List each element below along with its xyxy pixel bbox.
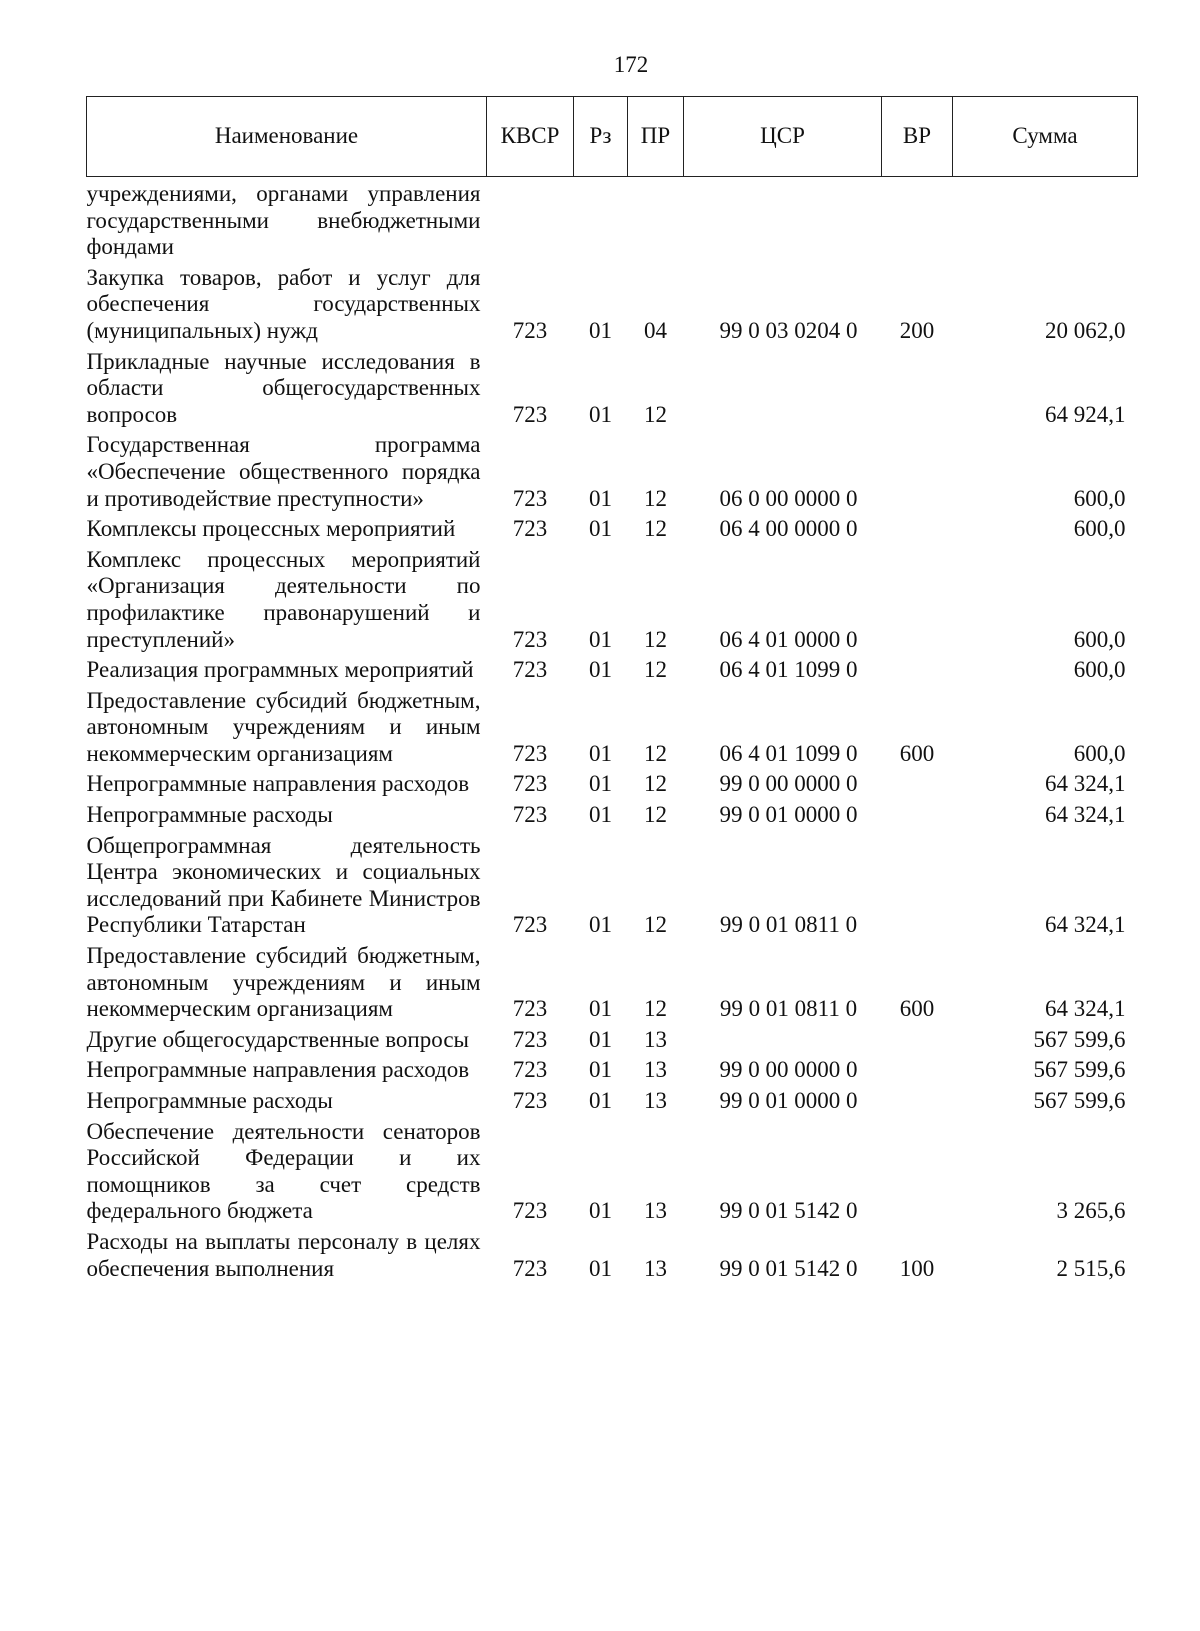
- cell-sum: 567 599,6: [1033, 1057, 1126, 1083]
- cell-csr: 99 0 01 0000 0: [719, 802, 858, 828]
- cell-vr: [882, 1053, 953, 1084]
- table-row: [87, 428, 1138, 512]
- cell-name: Общепрограммная деятельность Центра экономических и социальных исследований при Кабинете Министров Республики Татарстан: [86, 832, 481, 938]
- cell-sum: 567 599,6: [1033, 1026, 1126, 1052]
- cell-name: Комплекс процессных мероприятий «Организация деятельности по профилактике правонарушений и преступлений»: [86, 546, 481, 652]
- cell-sum: 3 265,6: [1056, 1198, 1126, 1224]
- header-vr: ВР: [882, 97, 953, 177]
- cell-pr: 04: [644, 317, 667, 343]
- cell-name: Непрограммные направления расходов: [86, 771, 470, 797]
- table-row: [87, 177, 1138, 261]
- table-row: [87, 829, 1138, 939]
- cell-vr: 200: [899, 317, 935, 343]
- cell-kvsr: 723: [512, 740, 548, 766]
- cell-vr: [882, 653, 953, 684]
- cell-name: учреждениями, органами управления государственными внебюджетными фондами: [86, 181, 481, 260]
- cell-kvsr: 723: [512, 1026, 548, 1052]
- header-sum: Сумма: [953, 97, 1138, 177]
- page-number: 172: [613, 52, 649, 77]
- cell-pr: 12: [644, 996, 667, 1022]
- cell-pr: 12: [644, 802, 667, 828]
- header-rz: Рз: [574, 97, 628, 177]
- table-row: [87, 1115, 1138, 1225]
- cell-sum: 2 515,6: [1056, 1255, 1126, 1281]
- cell-sum: 64 324,1: [1045, 996, 1126, 1022]
- cell-pr: 13: [644, 1026, 667, 1052]
- cell-name: Реализация программных мероприятий: [86, 657, 474, 683]
- cell-csr: [684, 345, 882, 429]
- cell-pr: 13: [644, 1057, 667, 1083]
- cell-csr: [684, 177, 882, 261]
- cell-kvsr: 723: [512, 1088, 548, 1113]
- cell-kvsr: 723: [512, 1198, 548, 1224]
- cell-sum: 64 924,1: [1045, 401, 1126, 427]
- cell-rz: 01: [589, 516, 612, 542]
- cell-pr: 12: [644, 401, 667, 427]
- cell-vr: 600: [899, 740, 935, 766]
- cell-csr: 99 0 01 0000 0: [719, 1088, 858, 1113]
- header-kvsr: КВСР: [487, 97, 574, 177]
- cell-vr: [882, 798, 953, 829]
- cell-vr: [882, 1115, 953, 1225]
- cell-vr: [882, 345, 953, 429]
- cell-rz: 01: [589, 401, 612, 427]
- cell-rz: 01: [589, 1198, 612, 1224]
- cell-name: Расходы на выплаты персоналу в целях обеспечения выполнения: [86, 1228, 481, 1281]
- cell-kvsr: 723: [512, 802, 548, 828]
- cell-vr: [882, 1023, 953, 1054]
- header-csr: ЦСР: [684, 97, 882, 177]
- cell-csr: 99 0 03 0204 0: [719, 317, 858, 343]
- cell-kvsr: [487, 177, 574, 261]
- cell-pr: [628, 177, 684, 261]
- cell-csr: 06 4 01 1099 0: [719, 657, 858, 683]
- cell-rz: 01: [589, 740, 612, 766]
- cell-pr: 12: [644, 516, 667, 542]
- cell-csr: 99 0 00 0000 0: [719, 1057, 858, 1083]
- cell-sum: 567 599,6: [1033, 1088, 1126, 1113]
- cell-name: Обеспечение деятельности сенаторов Российской Федерации и их помощников за счет средств федерального бюджета: [86, 1118, 481, 1224]
- cell-name: Государственная программа «Обеспечение общественного порядка и противодействие преступности»: [86, 432, 481, 511]
- budget-table: [86, 96, 1138, 1282]
- table-header-row: [87, 97, 1138, 177]
- cell-csr: 06 4 01 0000 0: [719, 626, 858, 652]
- table-row: [87, 653, 1138, 684]
- cell-rz: 01: [589, 802, 612, 828]
- cell-vr: [882, 177, 953, 261]
- cell-vr: [882, 543, 953, 653]
- cell-pr: 12: [644, 626, 667, 652]
- cell-csr: 99 0 01 5142 0: [719, 1255, 858, 1281]
- cell-name: Комплексы процессных мероприятий: [86, 516, 456, 542]
- cell-rz: 01: [589, 1255, 612, 1281]
- cell-sum: 64 324,1: [1045, 802, 1126, 828]
- cell-rz: 01: [589, 996, 612, 1022]
- table-row: [87, 345, 1138, 429]
- cell-sum: 600,0: [1073, 485, 1126, 511]
- cell-name: Непрограммные расходы: [86, 1088, 333, 1113]
- cell-pr: 13: [644, 1198, 667, 1224]
- cell-csr: 06 4 00 0000 0: [719, 516, 858, 542]
- cell-sum: 600,0: [1073, 626, 1126, 652]
- cell-kvsr: 723: [512, 1255, 548, 1281]
- header-pr: ПР: [628, 97, 684, 177]
- cell-rz: 01: [589, 1026, 612, 1052]
- cell-name: Непрограммные расходы: [86, 802, 333, 828]
- cell-name: Прикладные научные исследования в области общегосударственных вопросов: [86, 348, 481, 427]
- cell-rz: 01: [589, 626, 612, 652]
- cell-vr: 600: [899, 996, 935, 1022]
- cell-sum: 600,0: [1073, 740, 1126, 766]
- table-row: [87, 1225, 1138, 1282]
- cell-kvsr: 723: [512, 401, 548, 427]
- cell-pr: 13: [644, 1255, 667, 1281]
- cell-vr: [882, 428, 953, 512]
- table-row: [87, 261, 1138, 345]
- cell-kvsr: 723: [512, 626, 548, 652]
- cell-rz: 01: [589, 1057, 612, 1083]
- cell-vr: 100: [899, 1255, 935, 1281]
- cell-csr: 06 4 01 1099 0: [719, 740, 858, 766]
- cell-vr: [882, 512, 953, 543]
- cell-csr: 99 0 01 0811 0: [719, 996, 858, 1022]
- cell-kvsr: 723: [512, 516, 548, 542]
- cell-sum: 20 062,0: [1045, 317, 1126, 343]
- table-row: [87, 939, 1138, 1023]
- cell-rz: 01: [589, 771, 612, 797]
- cell-name: Другие общегосударственные вопросы: [86, 1026, 469, 1052]
- cell-vr: [882, 767, 953, 798]
- cell-vr: [882, 1084, 953, 1115]
- table-body: [87, 177, 1138, 1283]
- table-row: [87, 798, 1138, 829]
- cell-vr: [882, 829, 953, 939]
- header-name: Наименование: [87, 97, 487, 177]
- cell-pr: 12: [644, 740, 667, 766]
- cell-rz: 01: [589, 485, 612, 511]
- cell-sum: 64 324,1: [1045, 771, 1126, 797]
- cell-kvsr: 723: [512, 996, 548, 1022]
- cell-csr: 06 0 00 0000 0: [719, 485, 858, 511]
- cell-name: Предоставление субсидий бюджетным, автономным учреждениям и иным некоммерческим организациям: [86, 687, 481, 766]
- cell-kvsr: 723: [512, 485, 548, 511]
- cell-csr: 99 0 00 0000 0: [719, 771, 858, 797]
- table-row: [87, 767, 1138, 798]
- cell-sum: 600,0: [1073, 657, 1126, 683]
- cell-name: Непрограммные направления расходов: [86, 1057, 470, 1083]
- cell-sum: 64 324,1: [1045, 912, 1126, 938]
- cell-pr: 12: [644, 912, 667, 938]
- cell-csr: [684, 1023, 882, 1054]
- cell-rz: 01: [589, 912, 612, 938]
- cell-rz: 01: [589, 317, 612, 343]
- cell-kvsr: 723: [512, 317, 548, 343]
- table-row: [87, 543, 1138, 653]
- cell-rz: [574, 177, 628, 261]
- table-row: [87, 512, 1138, 543]
- cell-pr: 12: [644, 485, 667, 511]
- table-row: [87, 684, 1138, 768]
- cell-kvsr: 723: [512, 912, 548, 938]
- cell-sum: 600,0: [1073, 516, 1126, 542]
- cell-pr: 13: [644, 1088, 667, 1113]
- cell-kvsr: 723: [512, 771, 548, 797]
- cell-kvsr: 723: [512, 657, 548, 683]
- cell-pr: 12: [644, 657, 667, 683]
- cell-rz: 01: [589, 657, 612, 683]
- cell-rz: 01: [589, 1088, 612, 1113]
- cell-csr: 99 0 01 0811 0: [719, 912, 858, 938]
- cell-name: Предоставление субсидий бюджетным, автономным учреждениям и иным некоммерческим организациям: [86, 943, 481, 1022]
- cell-kvsr: 723: [512, 1057, 548, 1083]
- cell-sum: [953, 177, 1138, 261]
- cell-name: Закупка товаров, работ и услуг для обеспечения государственных (муниципальных) нужд: [86, 264, 481, 343]
- table-row: [87, 1053, 1138, 1084]
- cell-csr: 99 0 01 5142 0: [719, 1198, 858, 1224]
- table-row: [87, 1084, 1138, 1115]
- table-row: [87, 1023, 1138, 1054]
- cell-pr: 12: [644, 771, 667, 797]
